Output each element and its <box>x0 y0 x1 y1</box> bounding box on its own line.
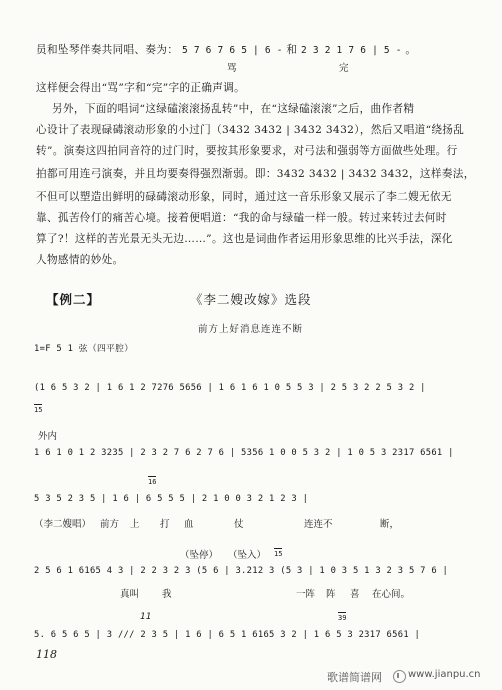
paragraph-line-8: 靠、孤苦伶仃的痛苦心境。接着便唱道：“我的命与绿磕一样一般。转过来转过去何时 <box>36 212 447 224</box>
score-row-2: 1 6 1 0 1 2 3235 | 2 3 2 7 6 2 7 6 | 5356 1 0 0 5 3 2 | 1 0 5 3 2317 6561 | <box>34 448 454 458</box>
lyric-word: 仗 <box>234 519 244 530</box>
inline-notation-b: 2 3 2 1 7 6 | 5 - <box>301 45 402 56</box>
lyric-word: 连连不 <box>304 519 333 530</box>
lyric-word: 一阵 <box>296 589 316 600</box>
example-label: 【例二】 <box>46 292 101 307</box>
page-number: 118 <box>36 648 57 661</box>
measure-number: 11 <box>140 612 152 622</box>
cue-enter: （坠入） <box>228 550 267 561</box>
cue-beat: （坠停） <box>180 550 219 561</box>
lyric-word: 打 <box>160 519 170 530</box>
lyric-word: 前方 <box>100 519 120 530</box>
stage-cue: 外内 <box>38 431 58 442</box>
paragraph-line-1-mid: 和 <box>286 44 298 56</box>
measure-number: 16 <box>148 478 157 486</box>
measure-number: 15 <box>274 550 283 558</box>
paragraph-line-4: 心设计了表现碌碡滚动形象的小过门（3432 3432 | 3432 3432），然后又唱道“绕扬乱 <box>36 124 465 136</box>
paragraph-line-1 <box>36 42 416 57</box>
paragraph-line-7: 不但可以塑造出鲜明的碌碡滚动形象，同时，通过这一音乐形象又展示了李二嫂无依无 <box>36 191 452 203</box>
score-row-3: 5 3 5 2 3 5 | 1 6 | 6 5 5 5 | 2 1 0 0 3 2 1 2 3 | <box>34 494 309 504</box>
paragraph-line-5: 转”。演奏这四拍同音符的过门时，要按其形象要求，对弓法和强弱等方面做些处理。行 <box>36 145 458 157</box>
score-row-5: 5. 6 5 6 5 | 3 /// 2 3 5 | 1 6 | 6 5 1 6165 3 2 | 1 6 5 3 2317 6561 | <box>34 630 421 640</box>
watermark-site-name: 歌谱简谱网 <box>327 671 382 684</box>
lyric-word: 在心间。 <box>372 589 411 600</box>
paragraph-line-1-prefix: 员和坠琴伴奏共同唱、奏为： <box>36 44 179 56</box>
inline-lyric-a: 骂 <box>227 63 237 74</box>
score-row-1: (1 6 5 3 2 | 1 6 1 2 7276 5656 | 1 6 1 6 1 0 5 5 3 | 2 5 3 2 2 5 3 2 | <box>34 383 426 393</box>
example-subtitle: 前方上好消息连连不断 <box>198 324 304 335</box>
paragraph-line-1-suffix: 。 <box>405 44 417 56</box>
lyric-word: 喜 <box>350 589 360 600</box>
paragraph-line-6: 拍都可用连弓演奏，并且均要奏得强烈渐弱。即：3432 3432 | 3432 3432，这样奏法， <box>36 168 475 180</box>
lyric-word: 上 <box>130 519 140 530</box>
paragraph-line-3: 另外，下面的唱词“这绿磕滚滚扬乱转”中，在“这绿磕滚滚”之后，曲作者精 <box>52 103 415 115</box>
lyric-word: 断， <box>380 519 400 530</box>
watermark-icon <box>393 670 406 683</box>
watermark-text <box>327 669 382 685</box>
paragraph-line-9: 算了?！这样的苦光景无头无边……”。这也是词曲作者运用形象思维的比兴手法，深化 <box>36 233 453 245</box>
watermark-url: www.jianpu.cn <box>408 669 481 680</box>
measure-number: 39 <box>338 614 347 622</box>
example-title: 《李二嫂改嫁》选段 <box>190 292 312 307</box>
lyric-word: 我 <box>162 589 172 600</box>
measure-number: 15 <box>34 406 43 414</box>
lyric-word: 血 <box>184 519 194 530</box>
lyric-word: 真叫 <box>120 589 140 600</box>
score-row-4: 2 5 6 1 6165 4 3 | 2 2 3 2 3 (5 6 | 3.212 3 (5 3 | 1 0 3 5 1 3 2 3 5 7 6 | <box>34 566 449 576</box>
inline-lyric-b: 完 <box>339 63 349 74</box>
lyric-word: 阵 <box>326 589 336 600</box>
paragraph-line-2: 这样便会得出“骂”字和“完”字的正确声调。 <box>36 82 246 94</box>
key-signature: 1=F 5 1 弦（四平腔） <box>34 344 134 354</box>
inline-notation-a: 5 7 6 7 6 5 | 6 - <box>182 45 283 56</box>
lyric-singer: （李二嫂唱） <box>34 519 92 530</box>
paragraph-line-10: 人物感情的妙处。 <box>36 254 124 266</box>
